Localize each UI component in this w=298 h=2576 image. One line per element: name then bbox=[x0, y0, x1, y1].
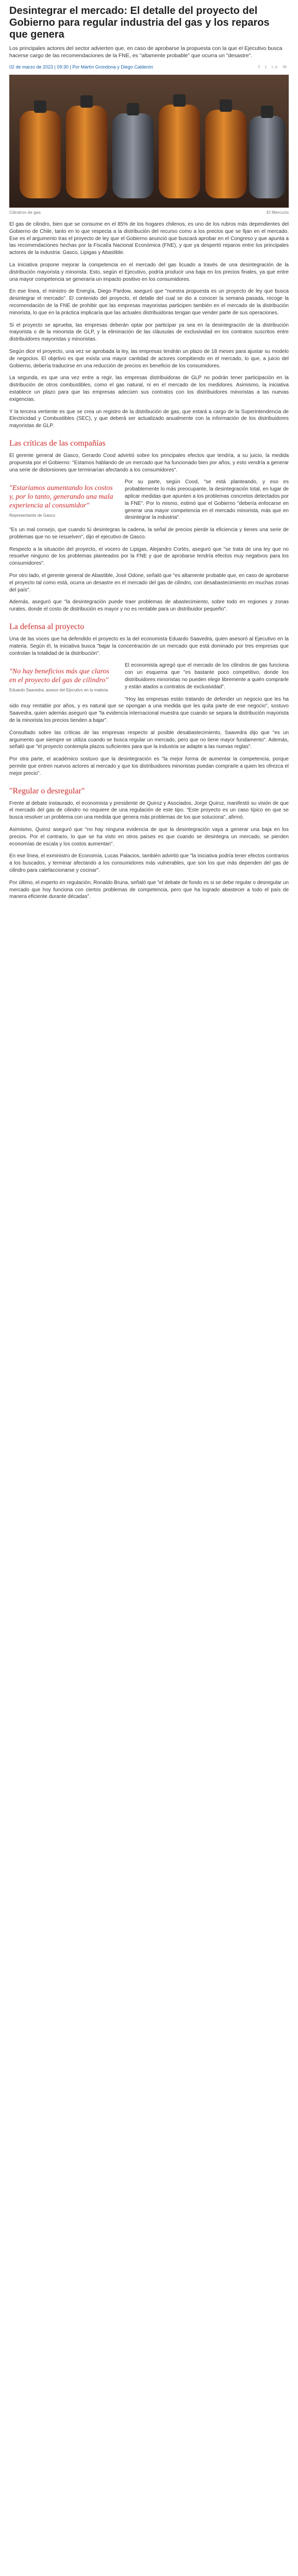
paragraph: El gerente general de Gasco, Gerardo Cood advirtió sobre los principales efectos que tendría, a su juicio, la medida propuesta por el Gobierno: "Estamos hablando de un mercado que ha funcionado bien por años, y esto vendría a generar una serie de distorsiones que terminarían afectando a los consumidores". bbox=[9, 452, 289, 473]
hero-image bbox=[9, 75, 289, 208]
quote-wrap bbox=[9, 479, 289, 546]
paragraph: Asimismo, Quiroz aseguró que "no hay ninguna evidencia de que la desintegración vaya a generar una baja en los precios. Por el contrario, lo que se ha visto en otros países es que cuando se desintegra un mercado, se pierden economías de escala y los costos aumentan". bbox=[9, 827, 289, 847]
section-title-regulate: "Regular o desregular" bbox=[9, 786, 85, 795]
paragraph: Por otro lado, el gerente general de Abastible, José Odone, señaló que "es altamente probable que, en caso de aprobarse el proyecto tal como está, ocurra un desastre en el mercado del gas de cilindro, con desabastecimiento en muchas zonas del país". bbox=[9, 573, 289, 593]
paragraph: "Hoy las empresas están tratando de defender un negocio que les ha sido muy rentable por años, y es natural que se opongan a una medida que les quita parte de ese negocio", sostuvo Saavedra, quien además aseguró que "la evidencia internacional muestra que cuando se separa la distribución mayorista de la minorista los precios tienden a bajar". bbox=[9, 696, 289, 724]
paragraph: La iniciativa propone mejorar la competencia en el mercado del gas licuado a través de una desintegración de la distribución mayorista y minorista. Esto, según el Ejecutivo, podría producir una baja en los precios finales, ya que entre una mayor competencia se generaría un impacto positivo en los consumidores. bbox=[9, 262, 289, 282]
section-title-critiques: Las críticas de las compañías bbox=[9, 438, 106, 448]
paragraph: La segunda, es que una vez entre a regir, las empresas distribuidoras de GLP no podrán tener participación en la distribución de otros combustibles, como el gas natural, ni en el mercado de los medidores. Asimismo, la iniciativa establece un plazo para que las empresas adecúen sus contratos con los distribuidores minoristas a las nuevas exigencias. bbox=[9, 375, 289, 402]
paragraph: Si el proyecto se aprueba, las empresas deberán optar por participar ya sea en la desintegración de la distribución mayorista o de la minorista de GLP, y la eliminación de las cláusulas de exclusividad en los contratos suscritos entre distribuidores mayoristas y minoristas. bbox=[9, 322, 289, 343]
paragraph: En ese línea, el exministro de Economía, Lucas Palacios, también advirtió que "la iniciativa podría tener efectos contrarios a los buscados, y terminar afectando a los consumidores más vulnerables, que son los que más dependen del gas de cilindro para calefaccionarse y cocinar". bbox=[9, 853, 289, 873]
share-icons[interactable]: f t in ✉ bbox=[258, 64, 289, 70]
section-title-defense: La defensa al proyecto bbox=[9, 622, 85, 632]
paragraph: El economista agregó que el mercado de los cilindros de gas funciona con un esquema que "es bastante poco competitivo, donde los distribuidores minoristas no pueden elegir libremente a quién comprarle y están atados a contratos de exclusividad". bbox=[125, 663, 289, 690]
paragraph: Según dice el proyecto, una vez se aprobada la ley, las empresas tendrán un plazo de 18 meses para ajustar su modelo de negocios. El objetivo es que exista una mayor cantidad de actores compitiendo en el mercado, lo que, a juicio del Gobierno, debería traducirse en una reducción de precios en beneficio de los consumidores. bbox=[9, 348, 289, 369]
image-caption-row bbox=[9, 210, 289, 215]
paragraph: Además, aseguró que "la desintegración puede traer problemas de abastecimiento, sobre todo en regiones y zonas rurales, donde el costo de distribución es mayor y no es rentable para un distribuidor pequeño". bbox=[9, 599, 289, 613]
image-caption: Cilindros de gas bbox=[9, 210, 41, 215]
paragraph: Una de las voces que ha defendido el proyecto es la del economista Eduardo Saavedra, quien asesoró al Ejecutivo en la materia. Según él, la iniciativa busca "bajar la concentración de un mercado que está dominado por tres empresas que controlan la totalidad de la distribución". bbox=[9, 636, 289, 656]
paragraph: Frente al debate instaurado, el economista y presidente de Quiroz y Asociados, Jorge Quiroz, manifestó su visión de que el mercado del gas de cilindro no requiere de una regulación de este tipo. "Este proyecto es un caso típico en que se busca resolver un problema con una medida que genera más problemas de los que soluciona", afirmó. bbox=[9, 800, 289, 821]
paragraph: Por último, el experto en regulación, Ronaldo Bruna, señaló que "el debate de fondo es si se debe regular o desregular un mercado que hoy funciona con ciertos problemas de competencia, pero que ha logrado abastecer a todo el país de manera eficiente durante décadas". bbox=[9, 879, 289, 900]
pull-quote bbox=[9, 481, 118, 521]
paragraph: Por otra parte, el académico sostuvo que la desintegración es "la mejor forma de aumentar la competencia, porque permite que entren nuevos actores al mercado y que los distribuidores minoristas puedan comprarle a quien les ofrezca el mejor precio". bbox=[9, 756, 289, 776]
gas-cylinders-photo bbox=[9, 75, 289, 208]
pull-quote-author: Representante de Gasco bbox=[9, 513, 55, 518]
paragraph: "Es un mal consejo, que cuando tú desintegras la cadena, la señal de precios pierde la eficiencia y tienes una serie de problemas que no se resuelven", dijo el ejecutivo de Gasco. bbox=[9, 527, 289, 540]
article-date-author: 02 de marzo de 2023 | 09:30 | Por Martín Grondona y Diego Calderón bbox=[9, 64, 153, 70]
paragraph: En ese línea, el ministro de Energía, Diego Pardow, aseguró que "nuestra propuesta es un proyecto de ley que busca desintegrar el mercado". El contenido del proyecto, el detalle del cual se dio a conocer la semana pasada, recoge la recomendación de la FNE de prohibir que las empresas mayoristas participen también en el mercado de la distribución minorista, lo que en la práctica implicaría que las actuales distribuidoras tengan que vender parte de sus operaciones. bbox=[9, 289, 289, 316]
paragraph: Respecto a la situación del proyecto, el vocero de Lipigas, Alejandro Cortés, aseguró que "se trata de una ley que no resuelve ninguno de los problemas planteados por la FNE y que de aprobarse tendría efectos muy negativos para los consumidores". bbox=[9, 546, 289, 567]
paragraph: Consultado sobre las críticas de las empresas respecto al posible desabastecimiento, Saavedra dijo que "es un argumento que siempre se utiliza cuando se busca regular un mercado, pero que no tiene mayor fundamento". Además, señaló que "el proyecto contempla plazos suficientes para que la industria se adapte a las nuevas reglas". bbox=[9, 730, 289, 750]
article-lead: Los principales actores del sector advierten que, en caso de aprobarse la propuesta con la que el Ejecutivo busca hacerse cargo de las recomendaciones de la FNE, es "altamente probable" que ocurra un "desastre". bbox=[9, 45, 283, 59]
paragraph: Por su parte, según Cood, "se está planteando, y eso es probablemente lo más preocupante, la desintegración total, en lugar de aplicar medidas que apunten a los problemas concretos detectados por la FNE". Por lo mismo, estimó que el Gobierno "debería enfocarse en generar una mayor competencia en el mercado minorista, más que en desintegrar la industria". bbox=[125, 479, 289, 521]
image-credit: El Mercurio bbox=[267, 210, 289, 215]
paragraph: Y la tercera vertiente es que se crea un registro de la distribución de gas, que estará a cargo de la Superintendencia de Electricidad y Combustibles (SEC), y que deberá ser actualizado anualmente con la información de los distribuidores mayoristas de GLP. bbox=[9, 409, 289, 429]
pull-quote-text: "No hay beneficios más que claros en el proyecto del gas de cilindro" bbox=[9, 668, 109, 685]
pull-quote-text: "Estaríamos aumentando los costos y, por lo tanto, generando una mala experiencia al consumidor" bbox=[9, 484, 113, 510]
paragraph: El gas de cilindro, bien que se consume en el 85% de los hogares chilenos, es uno de los rubros más dependientes del Gobierno de Chile, tanto en lo que respecta a la distribución del recurso como a los precios que se fijan en el mercado. Ese es el argumento tras el proyecto de ley que el Gobierno anunció que buscará aprobar en el Congreso y que apunta a las recomendaciones hechas por la Fiscalía Nacional Económica (FNE), y que ya despertó reparos entre los principales actores de la industria: Gasco, Lipigas y Abastible. bbox=[9, 222, 289, 256]
article-meta bbox=[9, 64, 289, 70]
pull-quote bbox=[9, 664, 118, 696]
quote-wrap bbox=[9, 662, 289, 729]
article-title: Desintegrar el mercado: El detalle del proyecto del Gobierno para regular industria del gas y los reparos que genera bbox=[9, 5, 270, 40]
article-page bbox=[9, 0, 289, 916]
pull-quote-author: Eduardo Saavedra, asesor del Ejecutivo en la materia bbox=[9, 688, 108, 693]
